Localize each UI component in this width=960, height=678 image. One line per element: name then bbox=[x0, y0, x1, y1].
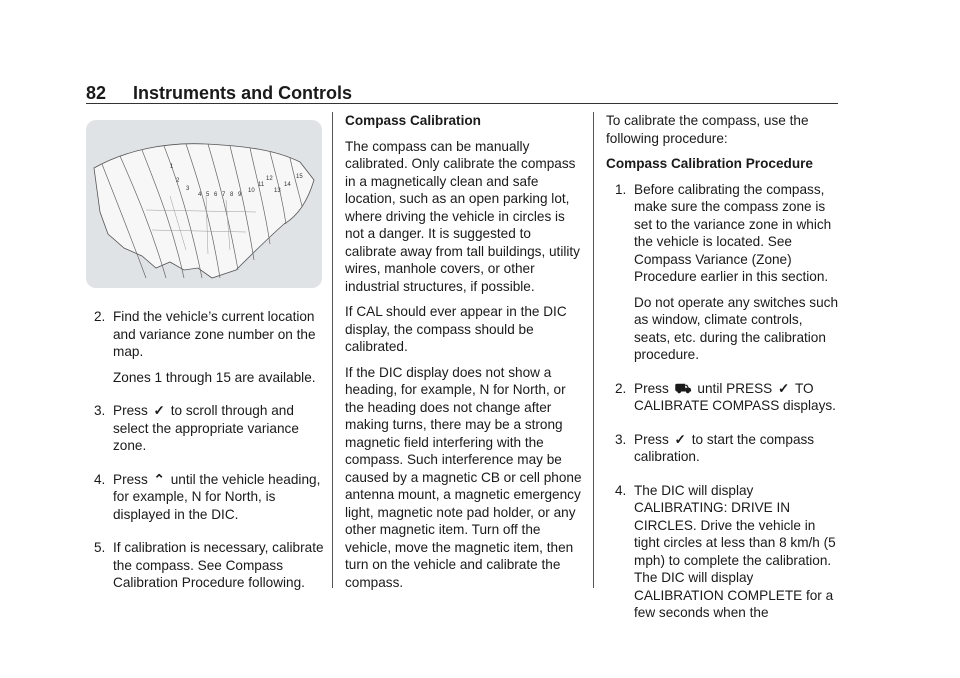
checkmark-icon: ✓ bbox=[153, 403, 165, 418]
zone-label: 12 bbox=[266, 176, 273, 182]
list-item: 1. Before calibrating the compass, make sure the compass zone is set to the variance zone in which the vehicle is located. See Compass Variance (Zone) Procedure earlier in this section. Do not operate any switches such as window, climate controls, seats, etc. during the calibration procedure. bbox=[615, 181, 839, 362]
page-number: 82 bbox=[86, 83, 107, 103]
list-item: 4. The DIC will display CALIBRATING: DRIVE IN CIRCLES. Drive the vehicle in tight circles at less than 8 km/h (5 mph) to complete the calibration. The DIC will display CALIBRATION COMPLETE for a few seconds when the bbox=[615, 482, 836, 620]
left-column bbox=[94, 308, 326, 608]
section-heading: Compass Calibration Procedure bbox=[606, 156, 813, 171]
header-rule bbox=[86, 103, 838, 104]
checkmark-icon: ✓ bbox=[778, 380, 790, 396]
zone-label: 14 bbox=[284, 182, 291, 188]
zone-label: 8 bbox=[230, 192, 234, 198]
zone-label: 3 bbox=[186, 186, 190, 192]
zone-label: 11 bbox=[258, 182, 265, 188]
zone-label: 6 bbox=[214, 192, 218, 198]
right-column bbox=[606, 112, 842, 638]
list-item: 5. If calibration is necessary, calibrate the compass. See Compass Calibration Procedure following. bbox=[94, 540, 324, 590]
zone-label: 9 bbox=[238, 192, 242, 198]
zone-label: 2 bbox=[176, 178, 180, 184]
column-divider-2 bbox=[593, 112, 594, 588]
list-item: 3. Press ✓ to start the compass calibration. bbox=[615, 431, 815, 464]
page-title: Instruments and Controls bbox=[133, 83, 353, 103]
paragraph: If CAL should ever appear in the DIC display, the compass should be calibrated. bbox=[345, 304, 567, 354]
zone-label: 4 bbox=[198, 192, 202, 198]
list-item: 4. Press ⌃ until the vehicle heading, for example, N for North, is displayed in the DIC. bbox=[94, 471, 321, 522]
list-item: 2. Find the vehicle’s current location and variance zone number on the map. Zones 1 through 15 are available. bbox=[94, 309, 316, 385]
zone-label: 7 bbox=[222, 192, 226, 198]
list-item: 3. Press ✓ to scroll through and select the appropriate variance zone. bbox=[94, 403, 299, 453]
page-header bbox=[86, 83, 352, 104]
zone-label: 1 bbox=[170, 164, 174, 170]
list-item: 2. Press ⛟ until PRESS ✓ TO CALIBRATE COMPASS displays. bbox=[615, 380, 836, 413]
checkmark-icon: ✓ bbox=[674, 431, 686, 447]
zone-label: 13 bbox=[274, 188, 281, 194]
compass-heading-icon: ⌃ bbox=[153, 471, 165, 487]
zone-label: 15 bbox=[296, 174, 303, 180]
compass-variance-zone-map bbox=[86, 120, 322, 288]
section-heading: Compass Calibration bbox=[345, 113, 481, 128]
zone-label: 10 bbox=[248, 188, 255, 194]
column-divider-1 bbox=[332, 112, 333, 588]
zone-label: 5 bbox=[206, 192, 210, 198]
middle-column bbox=[345, 112, 583, 599]
paragraph: If the DIC display does not show a heading, for example, N for North, or the heading does not change after making turns, there may be a strong magnetic field interfering with the compass. Such interference may be caused by a magnetic CB or cell phone antenna mount, a magnetic emergency light, magnetic note pad holder, or any other magnetic item. Turn off the vehicle, move the magnetic item, then turn on the vehicle and calibrate the compass. bbox=[345, 364, 582, 590]
vehicle-info-icon: ⛟ bbox=[674, 380, 692, 396]
paragraph: To calibrate the compass, use the following procedure: bbox=[606, 113, 809, 146]
paragraph: The compass can be manually calibrated. Only calibrate the compass in a magnetically clean and safe location, such as an open parking lot, where driving the vehicle in circles is not a danger. It is suggested to calibrate away from tall buildings, utility wires, manhole covers, or other industrial structures, if possible. bbox=[345, 138, 580, 294]
